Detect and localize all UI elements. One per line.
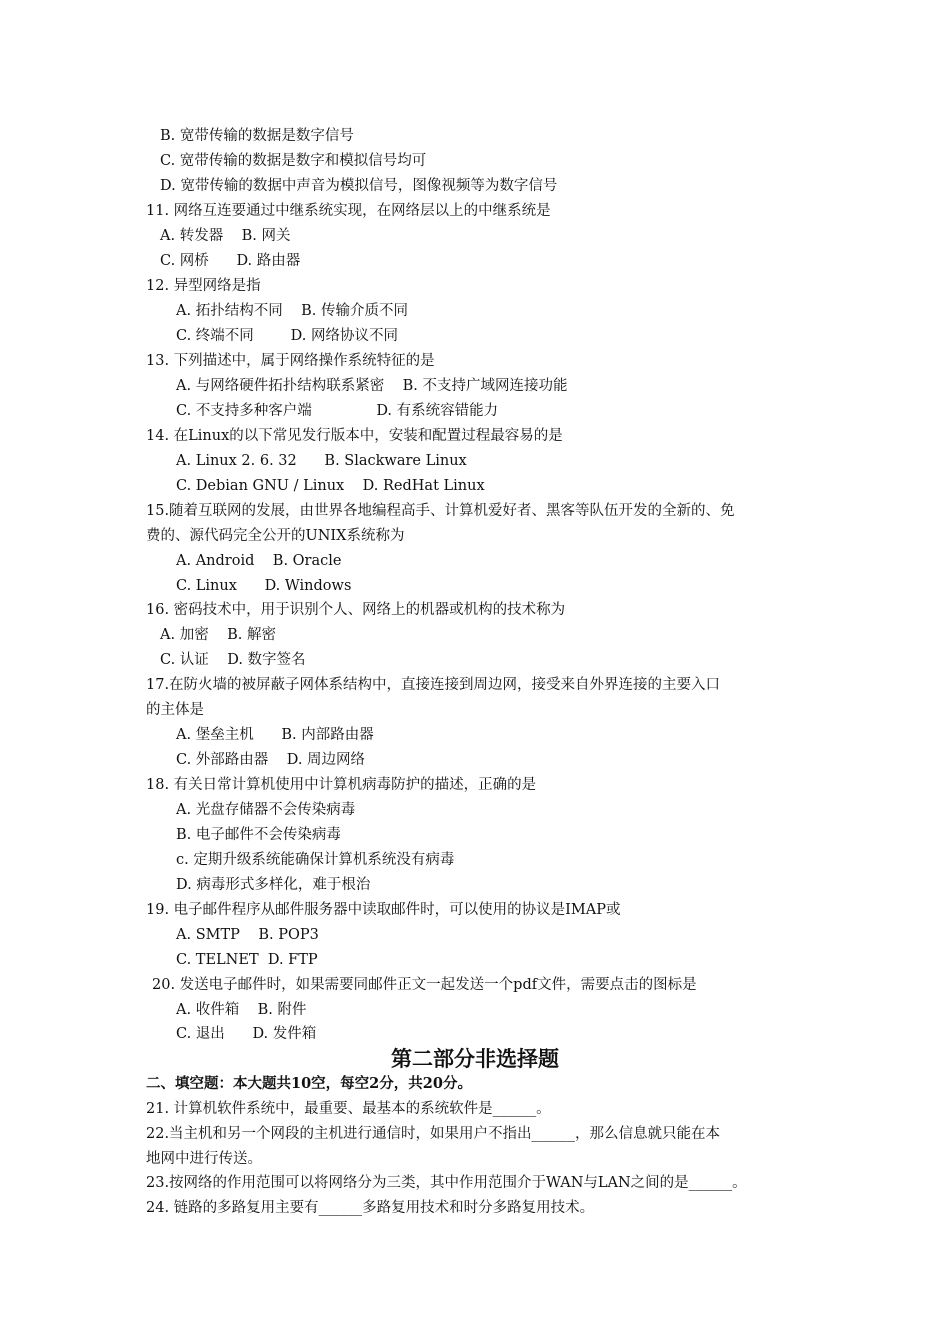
q12-options-cd: C. 终端不同 D. 网络协议不同 [176, 328, 398, 344]
q10-option-b: B. 宽带传输的数据是数字信号 [160, 128, 354, 144]
q13-options-cd: C. 不支持多种客户端 D. 有系统容错能力 [176, 403, 499, 419]
q17-options-ab: A. 堡垒主机 B. 内部路由器 [176, 727, 374, 743]
question-20: 20. 发送电子邮件时，如果需要同邮件正文一起发送一个pdf文件，需要点击的图标是 [152, 977, 697, 993]
q18-option-b: B. 电子邮件不会传染病毒 [176, 827, 341, 843]
q19-options-ab: A. SMTP B. POP3 [176, 927, 319, 943]
q15-options-ab: A. Android B. Oracle [176, 553, 342, 569]
question-22: 22.当主机和另一个网段的主机进行通信时，如果用户不指出______，那么信息就只能在本 [146, 1126, 721, 1142]
q18-option-c: c. 定期升级系统能确保计算机系统没有病毒 [176, 852, 455, 868]
question-12: 12. 异型网络是指 [146, 278, 261, 294]
question-17: 17.在防火墙的被屏蔽子网体系结构中，直接连接到周边网，接受来自外界连接的主要入口 [146, 677, 721, 693]
q11-options-ab: A. 转发器 B. 网关 [160, 228, 291, 244]
q20-options-cd: C. 退出 D. 发件箱 [176, 1026, 317, 1042]
q16-options-cd: C. 认证 D. 数字签名 [160, 652, 306, 668]
q11-options-cd: C. 网桥 D. 路由器 [160, 253, 301, 269]
q19-options-cd: C. TELNET D. FTP [176, 952, 318, 968]
q16-options-ab: A. 加密 B. 解密 [160, 627, 276, 643]
q12-options-ab: A. 拓扑结构不同 B. 传输介质不同 [176, 303, 408, 319]
q17-options-cd: C. 外部路由器 D. 周边网络 [176, 752, 366, 768]
q10-option-d: D. 宽带传输的数据中声音为模拟信号，图像视频等为数字信号 [160, 178, 558, 194]
q18-option-d: D. 病毒形式多样化，难于根治 [176, 877, 371, 893]
question-17-cont: 的主体是 [146, 702, 204, 718]
question-24: 24. 链路的多路复用主要有______多路复用技术和时分多路复用技术。 [146, 1200, 595, 1216]
q14-options-ab: A. Linux 2. 6. 32 B. Slackware Linux [176, 453, 467, 469]
question-15-cont: 费的、源代码完全公开的UNIX系统称为 [146, 528, 405, 544]
q20-options-ab: A. 收件箱 B. 附件 [176, 1002, 307, 1018]
question-16: 16. 密码技术中，用于识别个人、网络上的机器或机构的技术称为 [146, 602, 566, 618]
question-11: 11. 网络互连要通过中继系统实现，在网络层以上的中继系统是 [146, 203, 551, 219]
question-15: 15.随着互联网的发展，由世界各地编程高手、计算机爱好者、黑客等队伍开发的全新的、免 [146, 503, 735, 519]
q10-option-c: C. 宽带传输的数据是数字和模拟信号均可 [160, 153, 427, 169]
q13-options-ab: A. 与网络硬件拓扑结构联系紧密 B. 不支持广域网连接功能 [176, 378, 568, 394]
question-22-cont: 地网中进行传送。 [146, 1151, 262, 1167]
question-23: 23.按网络的作用范围可以将网络分为三类，其中作用范围介于WAN与LAN之间的是______。 [146, 1175, 747, 1191]
section-header: 二、填空题：本大题共10空，每空2分，共20分。 [146, 1075, 472, 1092]
question-19: 19. 电子邮件程序从邮件服务器中读取邮件时，可以使用的协议是IMAP或 [146, 902, 621, 918]
question-13: 13. 下列描述中，属于网络操作系统特征的是 [146, 353, 435, 369]
question-18: 18. 有关日常计算机使用中计算机病毒防护的描述，正确的是 [146, 777, 537, 793]
question-21: 21. 计算机软件系统中，最重要、最基本的系统软件是______。 [146, 1101, 551, 1117]
q15-options-cd: C. Linux D. Windows [176, 578, 352, 594]
question-14: 14. 在Linux的以下常见发行版本中，安装和配置过程最容易的是 [146, 428, 563, 444]
q18-option-a: A. 光盘存储器不会传染病毒 [176, 802, 356, 818]
section-title: 第二部分非选择题 [391, 1047, 559, 1071]
q14-options-cd: C. Debian GNU / Linux D. RedHat Linux [176, 478, 485, 494]
